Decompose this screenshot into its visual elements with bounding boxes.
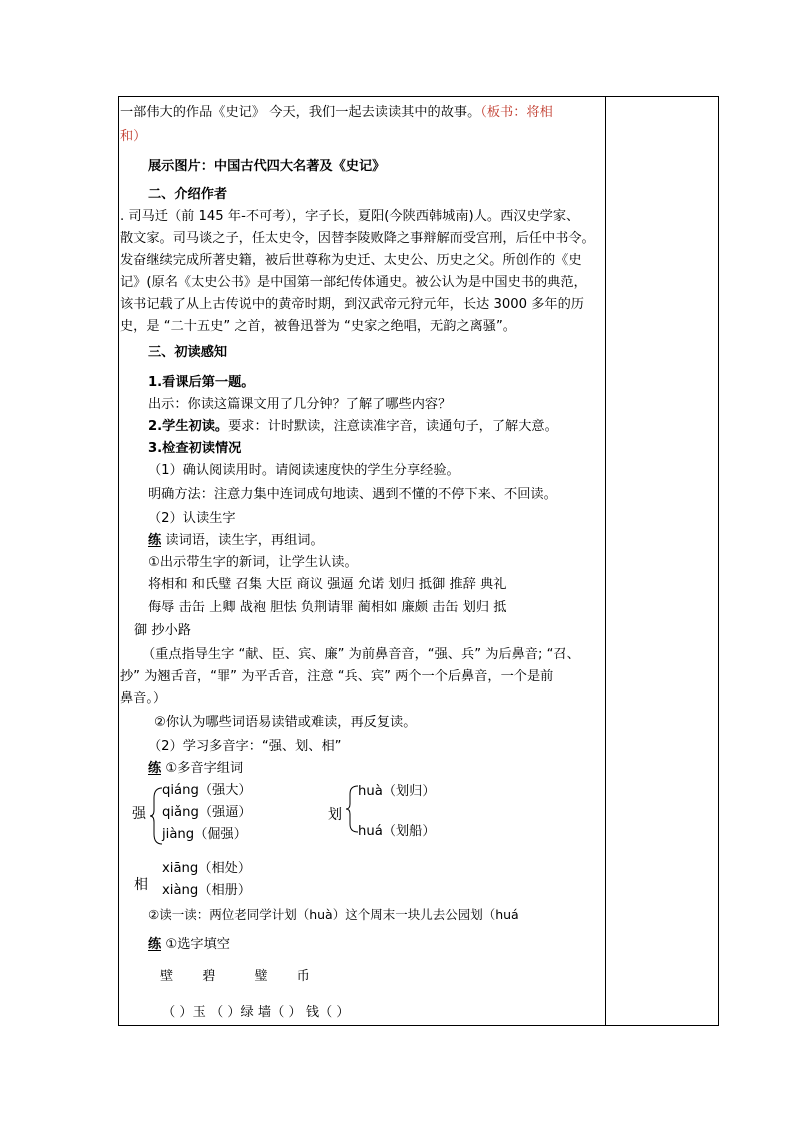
author-text-3: 发奋继续完成所著史籍，被后世尊称为史迁、太史公、历史之父。所创作的《史 — [120, 253, 582, 268]
board-note-end: 和） — [120, 129, 147, 144]
author-text-6: 史，是 “二十五史” 之首，被鲁迅誉为 “史家之绝唱，无韵之离骚”。 — [120, 319, 516, 334]
section-first-read-heading: 三、初读感知 — [148, 345, 228, 360]
author-text-2: 散文家。司马谈之子，任太史令，因替李陵败降之事辩解而受宫刑，后任中书令。 — [120, 231, 595, 246]
qiang-reading-2: qiǎng（强逼） — [162, 805, 252, 820]
xiang-char: 相 — [134, 877, 148, 893]
hua-reading-2: huá（划船） — [358, 824, 436, 839]
pronunciation-note-1: （重点指导生字 “献、臣、宾、廉” 为前鼻音音，“强、兵” 为后鼻音; “召、 — [142, 647, 580, 662]
choice-char: 碧 — [202, 969, 216, 984]
qiang-reading-1: qiáng（强大） — [162, 783, 252, 798]
author-text-4: 记》(原名《太史公书》是中国第一部纪传体通史。被公认为是中国史书的典范， — [120, 275, 587, 290]
qiang-char: 强 — [132, 806, 146, 822]
step-1: 1.看课后第一题。 — [148, 375, 255, 390]
step-1-prompt: 出示：你读这篇课文用了几分钟？了解了哪些内容？ — [148, 397, 452, 412]
read-aloud-sentence: ②读一读：两位老同学计划（huà）这个周末一块儿去公园划（huá — [148, 907, 519, 922]
qiang-reading-3: jiàng（倔强） — [162, 827, 247, 842]
step-3: 3.检查初读情况 — [148, 441, 242, 456]
author-text-5: 该书记载了从上古传说中的黄帝时期，到汉武帝元狩元年，长达 3000 多年的历 — [120, 297, 584, 312]
choice-chars — [160, 968, 310, 986]
intro-line: 一部伟大的作品《史记》 今天，我们一起去读读其中的故事。（板书：将相 — [120, 105, 553, 120]
polyphonic-heading: （2）学习多音字：“强、划、相” — [148, 739, 342, 754]
word-list-3: 御 抄小路 — [134, 623, 191, 638]
hua-char: 划 — [328, 807, 342, 823]
word-list-1: 将相和 和氏璧 召集 大臣 商议 强逼 允诺 划归 抵御 推辞 典礼 — [148, 577, 507, 592]
show-pictures: 展示图片：中国古代四大名著及《史记》 — [148, 159, 386, 174]
section-author-heading: 二、介绍作者 — [148, 187, 228, 202]
fill-blank-practice: 练 ①选字填空 — [148, 937, 230, 952]
step-2: 2.学生初读。要求：计时默读，注意读准字音，读通句子，了解大意。 — [148, 419, 558, 434]
author-text-1: . 司马迁（前 145 年-不可考），字子长，夏阳(今陕西韩城南)人。西汉史学家、 — [120, 209, 580, 224]
new-words-intro: ①出示带生字的新词，让学生认读。 — [148, 555, 358, 570]
column-divider — [605, 96, 606, 1026]
choice-char: 币 — [296, 969, 310, 984]
word-list-2: 侮辱 击缶 上卿 战袍 胆怯 负荆请罪 蔺相如 廉颇 击缶 划归 抵 — [148, 600, 507, 615]
xiang-reading-2: xiàng（相册） — [162, 883, 252, 898]
hua-reading-1: huà（划归） — [358, 784, 436, 799]
choice-char: 壁 — [160, 969, 174, 984]
polyphonic-practice: 练 ①多音字组词 — [148, 761, 244, 776]
step-3-2: （2）认读生字 — [148, 511, 236, 526]
pronunciation-note-3: 鼻音。） — [120, 691, 167, 706]
practice-words: 练 读词语，读生字，再组词。 — [148, 533, 324, 548]
pronunciation-note-2: 抄” 为翘舌音，“罪” 为平舌音，注意 “兵、宾” 两个一个后鼻音，一个是前 — [120, 669, 554, 684]
reread-tip: ②你认为哪些词语易读错或难读，再反复读。 — [154, 715, 417, 730]
fill-blanks: （ ）玉 （ ）绿 墙（ ） 钱（ ） — [162, 1005, 350, 1020]
step-3-1: （1）确认阅读用时。请阅读速度快的学生分享经验。 — [148, 463, 460, 478]
step-3-method: 明确方法：注意力集中连词成句地读、遇到不懂的不停下来、不回读。 — [148, 487, 557, 502]
xiang-reading-1: xiāng（相处） — [162, 861, 252, 876]
choice-char: 璧 — [254, 969, 268, 984]
